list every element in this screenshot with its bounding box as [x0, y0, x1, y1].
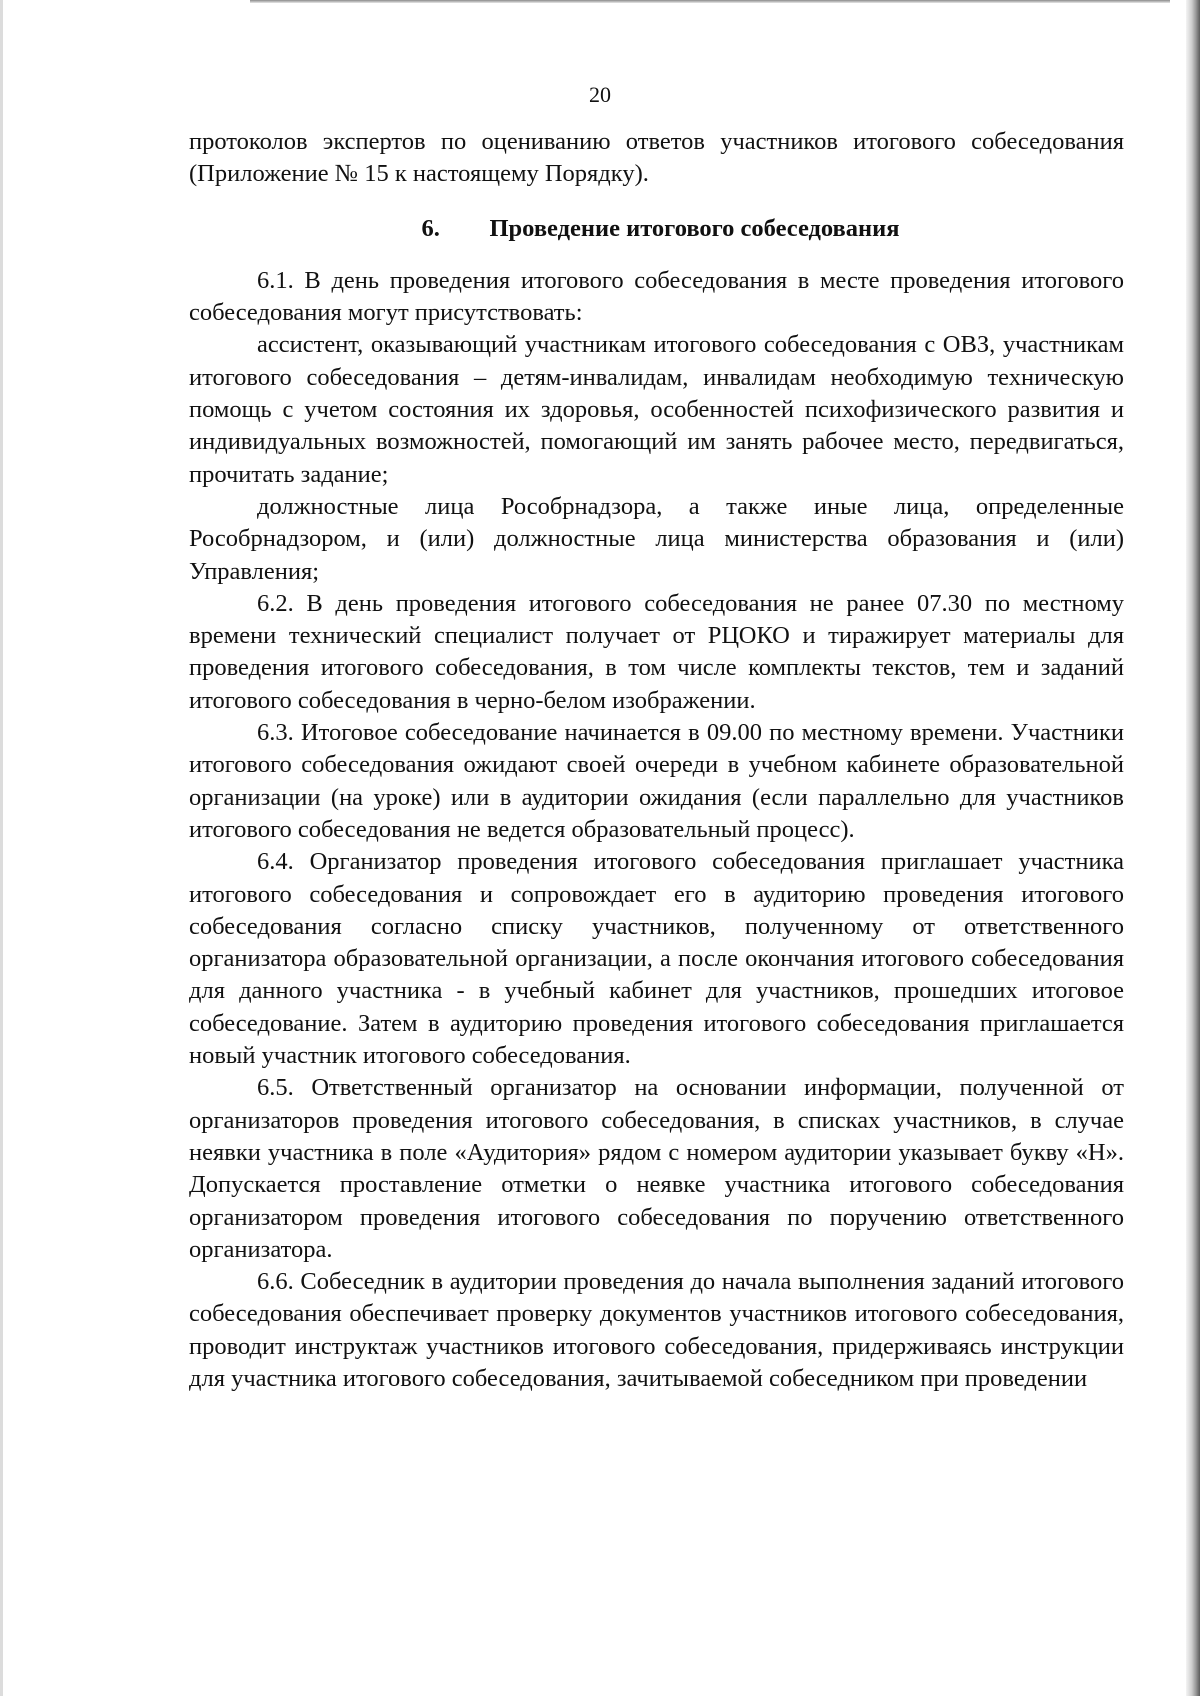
paragraph-6-6: 6.6. Собеседник в аудитории проведения до начала выполнения заданий итогового собеседования обеспечивает проверку документов участников итогового собеседования, проводит инструктаж участников итогового собеседования, придерживаясь инструкции для участника итогового собеседования, зачитываемой собеседником при проведении [189, 1268, 1124, 1392]
document-body [189, 126, 1124, 1395]
paragraph-6-1: 6.1. В день проведения итогового собеседования в месте проведения итогового собеседования могут присутствовать: [189, 266, 1124, 327]
scan-edge-top [250, 0, 1170, 3]
scan-edge-left [0, 0, 3, 1696]
section-heading-text: Проведение итогового собеседования [489, 214, 900, 242]
paragraph-6-3: 6.3. Итоговое собеседование начинается в 09.00 по местному времени. Участники итогового собеседования ожидают своей очереди в учебном кабинете образовательной организации (на уроке) или в аудитории ожидания (если параллельно для участников итогового собеседования не ведется образовательный процесс). [189, 719, 1124, 843]
paragraph-6-4: 6.4. Организатор проведения итогового собеседования приглашает участника итогового собеседования и сопровождает его в аудиторию проведения итогового собеседования согласно списку участников, полученному от ответственного организатора образовательной организации, а после окончания итогового собеседования для данного участника - в учебный кабинет для участников, прошедших итоговое собеседование. Затем в аудиторию проведения итогового собеседования приглашается новый участник итогового собеседования. [189, 848, 1124, 1070]
paragraph-6-5: 6.5. Ответственный организатор на основании информации, полученной от организаторов проведения итогового собеседования, в списках участников, в случае неявки участника в поле «Аудитория» рядом с номером аудитории указывает букву «Н». Допускается проставление отметки о неявке участника итогового собеседования организатором проведения итогового собеседования по поручению ответственного организатора. [189, 1074, 1124, 1263]
section-heading-number: 6. [421, 214, 440, 242]
paragraph-intro: протоколов экспертов по оцениванию ответов участников итогового собеседования (Приложение № 15 к настоящему Порядку). [189, 128, 1124, 188]
paragraph-6-1-assistant: ассистент, оказывающий участникам итогового собеседования с ОВЗ, участникам итогового собеседования – детям-инвалидам, инвалидам необходимую техническую помощь с учетом состояния их здоровья, особенностей психофизического развития и индивидуальных возможностей, помогающий им занять рабочее место, передвигаться, прочитать задание; [189, 331, 1124, 488]
paragraph-6-2: 6.2. В день проведения итогового собеседования не ранее 07.30 по местному времени технический специалист получает от РЦОКО и тиражирует материалы для проведения итогового собеседования, в том числе комплекты текстов, тем и заданий итогового собеседования в черно-белом изображении. [189, 589, 1124, 714]
page-number: 20 [589, 82, 611, 107]
section-heading [189, 213, 1124, 245]
paragraph-6-1-officials: должностные лица Рособрнадзора, а также иные лица, определенные Рособрнадзором, и (или) должностные лица министерства образования и (или) Управления; [189, 492, 1124, 585]
scan-edge-right [1186, 0, 1200, 1696]
